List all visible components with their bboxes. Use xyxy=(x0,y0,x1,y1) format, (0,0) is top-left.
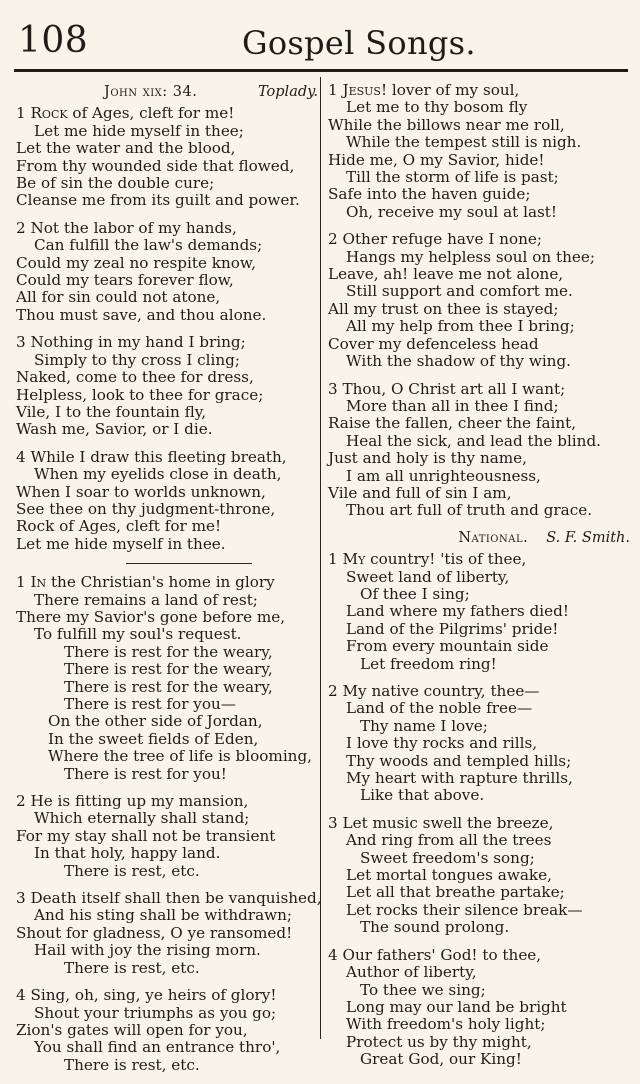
stanza-first-line xyxy=(16,987,318,1004)
verse-line: Cover my defenceless head xyxy=(328,334,539,353)
first-line-text: Other refuge have I none; xyxy=(342,230,542,249)
stanza-number: 3 xyxy=(16,333,26,352)
verse-line: All for sin could not atone, xyxy=(16,288,221,307)
verse-line: There is rest for the weary, xyxy=(64,677,273,696)
verse-line: I am all unrighteousness, xyxy=(346,466,541,485)
hymn-rock-of-ages xyxy=(16,105,318,553)
verse-line: And his sting shall be withdrawn; xyxy=(34,906,293,925)
stanza-first-line xyxy=(16,449,318,466)
stanza-first-line xyxy=(16,220,318,237)
first-line-text: Let music swell the breeze, xyxy=(342,813,554,832)
verse-line: Can fulfill the law's demands; xyxy=(34,236,263,255)
verse-line: Vile, I to the fountain fly, xyxy=(16,402,207,421)
stanza-number: 2 xyxy=(16,218,26,237)
first-line-text: Not the labor of my hands, xyxy=(30,218,237,237)
verse-line: More than all in thee I find; xyxy=(346,396,559,415)
verse-line: Simply to thy cross I cling; xyxy=(34,350,241,369)
verse-line: See thee on thy judgment-throne, xyxy=(16,499,276,518)
running-head: Gospel Songs. xyxy=(242,24,476,62)
verse-line: Wash me, Savior, or I die. xyxy=(16,420,213,439)
stanza-number: 2 xyxy=(328,682,338,700)
verse-line: Let freedom ring! xyxy=(360,654,497,673)
stanza xyxy=(328,231,630,370)
verse-line: Thy woods and templed hills; xyxy=(346,751,572,770)
right-column xyxy=(328,82,630,1079)
verse-line: With freedom's holy light; xyxy=(346,1015,546,1034)
first-line-text: the Christian's home in glory xyxy=(46,573,275,592)
stanza-first-line xyxy=(16,889,322,908)
stanza-first-line xyxy=(16,334,318,351)
verse-line: Could my zeal no respite know, xyxy=(16,253,256,272)
verse-line: Be of sin the double cure; xyxy=(16,174,215,193)
verse-line: Sweet freedom's song; xyxy=(360,848,535,867)
verse-line: Long may our land be bright xyxy=(346,997,567,1016)
verse-line: There is rest for the weary, xyxy=(64,660,273,679)
stanza-number: 3 xyxy=(16,889,26,908)
author-name: Toplady. xyxy=(258,84,318,100)
hymn-jesus-lover xyxy=(328,82,630,520)
stanza xyxy=(16,574,318,783)
verse-line: Let me hide myself in thee; xyxy=(34,121,244,140)
verse-line: Naked, come to thee for dress, xyxy=(16,368,254,387)
verse-line: Author of liberty, xyxy=(346,963,477,982)
hymn-rest-for-the-weary xyxy=(16,573,322,1074)
verse-line: Let rocks their silence break— xyxy=(346,900,583,919)
stanza xyxy=(16,220,318,324)
verse-line: Heal the sick, and lead the blind. xyxy=(346,431,601,450)
verse-line: Let all that breathe partake; xyxy=(346,883,565,902)
tune-name: National. xyxy=(458,529,529,546)
first-line-text: While I draw this fleeting breath, xyxy=(30,447,287,466)
first-line-text: Thou, O Christ art all I want; xyxy=(342,379,566,398)
verse-line: The sound prolong. xyxy=(360,918,510,937)
verse-line: Zion's gates will open for you, xyxy=(16,1020,248,1039)
initial-word: Rock xyxy=(30,104,68,123)
verse-line: My heart with rapture thrills, xyxy=(346,769,573,788)
stanza-number: 2 xyxy=(328,230,338,249)
verse-line: To fulfill my soul's request. xyxy=(34,625,242,644)
verse-line: Just and holy is thy name, xyxy=(328,449,527,468)
first-line-text: country! 'tis of thee, xyxy=(365,550,527,569)
verse-line: Hide me, O my Savior, hide! xyxy=(328,150,545,169)
stanza-number: 2 xyxy=(16,792,26,811)
hymn-separator xyxy=(126,563,252,564)
stanza xyxy=(328,947,630,1069)
first-line-text: ! lover of my soul, xyxy=(380,81,520,99)
verse-line: I love thy rocks and rills, xyxy=(346,734,538,753)
stanza-number: 1 xyxy=(16,573,26,592)
stanza xyxy=(16,793,318,880)
first-line-text: of Ages, cleft for me! xyxy=(67,104,235,123)
stanza-number: 3 xyxy=(328,813,338,832)
verse-line: When I soar to worlds unknown, xyxy=(16,482,266,501)
verse-line: Helpless, look to thee for grace; xyxy=(16,385,264,404)
verse-line: Which eternally shall stand; xyxy=(34,809,250,828)
verse-line: Land where my fathers died! xyxy=(346,602,569,621)
first-line-text: Sing, oh, sing, ye heirs of glory! xyxy=(30,986,277,1005)
verse-line: Like that above. xyxy=(360,786,485,805)
verse-line: There is rest, etc. xyxy=(64,958,200,977)
verse-line: Oh, receive my soul at last! xyxy=(346,202,557,221)
verse-line: Land of the Pilgrims' pride! xyxy=(346,619,559,638)
hymn-attribution xyxy=(16,84,318,101)
stanza xyxy=(328,82,630,221)
stanza-first-line xyxy=(328,683,630,700)
verse-line: Thy name I love; xyxy=(360,716,488,735)
page-number: 108 xyxy=(18,20,89,61)
verse-line: Thou art full of truth and grace. xyxy=(346,501,593,520)
verse-line: Let mortal tongues awake, xyxy=(346,866,552,885)
header-rule xyxy=(14,69,628,72)
left-column xyxy=(16,82,322,1084)
first-line-text: Our fathers' God! to thee, xyxy=(342,945,542,964)
verse-line: Vile and full of sin I am, xyxy=(328,483,512,502)
verse-line: When my eyelids close in death, xyxy=(34,465,282,484)
initial-word: In xyxy=(30,573,47,592)
verse-line: And ring from all the trees xyxy=(346,831,552,850)
verse-line: Safe into the haven guide; xyxy=(328,185,531,204)
verse-line: From every mountain side xyxy=(346,637,549,656)
author-name: S. F. Smith. xyxy=(546,529,630,546)
initial-word: My xyxy=(342,550,366,569)
verse-line: All my help from thee I bring; xyxy=(346,317,575,336)
stanza xyxy=(328,683,630,805)
verse-line: While the billows near me roll, xyxy=(328,115,565,134)
stanza-number: 1 xyxy=(328,550,338,569)
verse-line: All my trust on thee is stayed; xyxy=(328,299,559,318)
verse-line: Let the water and the blood, xyxy=(16,139,236,158)
stanza xyxy=(16,449,318,553)
stanza xyxy=(16,334,318,438)
verse-line: For my stay shall not be transient xyxy=(16,826,276,845)
verse-line: Protect us by thy might, xyxy=(346,1032,532,1051)
verse-line: There is rest, etc. xyxy=(64,1055,200,1074)
verse-line: Rock of Ages, cleft for me! xyxy=(16,517,222,536)
stanza-first-line xyxy=(328,381,630,398)
first-line-text: My native country, thee— xyxy=(342,682,540,700)
verse-line: Great God, our King! xyxy=(360,1050,522,1069)
stanza-first-line xyxy=(328,551,630,568)
stanza-number: 4 xyxy=(16,986,26,1005)
verse-line: Could my tears forever flow, xyxy=(16,271,234,290)
verse-line: Hangs my helpless soul on thee; xyxy=(346,247,595,266)
verse-line: Where the tree of life is blooming, xyxy=(48,747,313,766)
stanza xyxy=(328,381,630,520)
stanza-number: 1 xyxy=(328,81,338,99)
verse-line: Let me to thy bosom fly xyxy=(346,98,528,117)
scripture-reference: John xix: 34. xyxy=(104,84,198,100)
stanza-first-line xyxy=(16,574,318,591)
verse-line: While the tempest still is nigh. xyxy=(346,133,582,152)
stanza-first-line xyxy=(328,231,630,248)
stanza xyxy=(328,815,630,937)
verse-line: Land of the noble free— xyxy=(346,699,533,718)
verse-line: In that holy, happy land. xyxy=(34,844,221,863)
initial-word: Jesus xyxy=(342,81,381,99)
verse-line: There remains a land of rest; xyxy=(34,590,258,609)
verse-line: There my Savior's gone before me, xyxy=(16,607,286,626)
stanza-first-line xyxy=(328,815,630,832)
verse-line: Still support and comfort me. xyxy=(346,282,573,301)
stanza-first-line xyxy=(16,793,318,810)
stanza xyxy=(16,105,318,209)
stanza xyxy=(16,987,318,1074)
verse-line: Raise the fallen, cheer the faint, xyxy=(328,414,577,433)
stanza xyxy=(328,551,630,673)
first-line-text: Nothing in my hand I bring; xyxy=(30,333,246,352)
verse-line: Hail with joy the rising morn. xyxy=(34,941,261,960)
verse-line: Shout for gladness, O ye ransomed! xyxy=(16,923,293,942)
stanza-first-line xyxy=(328,82,630,99)
stanza-first-line xyxy=(328,947,630,964)
verse-line: Sweet land of liberty, xyxy=(346,567,510,586)
stanza-number: 4 xyxy=(328,945,338,964)
stanza-number: 3 xyxy=(328,379,338,398)
first-line-text: Death itself shall then be vanquished, xyxy=(30,889,322,908)
verse-line: Let me hide myself in thee. xyxy=(16,534,226,553)
stanza-number: 1 xyxy=(16,104,26,123)
verse-line: Cleanse me from its guilt and power. xyxy=(16,191,300,210)
verse-line: There is rest for the weary, xyxy=(64,642,273,661)
verse-line: In the sweet fields of Eden, xyxy=(48,729,259,748)
hymn-my-country xyxy=(328,551,630,1068)
stanza-first-line xyxy=(16,105,318,122)
hymn-attribution xyxy=(328,530,630,547)
verse-line: Thou must save, and thou alone. xyxy=(16,305,267,324)
verse-line: Of thee I sing; xyxy=(360,584,470,603)
first-line-text: He is fitting up my mansion, xyxy=(30,792,249,811)
verse-line: On the other side of Jordan, xyxy=(48,712,263,731)
verse-line: There is rest for you— xyxy=(64,695,236,713)
stanza-number: 4 xyxy=(16,447,26,466)
verse-line: Shout your triumphs as you go; xyxy=(34,1003,277,1022)
verse-line: There is rest, etc. xyxy=(64,861,200,880)
verse-line: With the shadow of thy wing. xyxy=(346,352,572,371)
verse-line: From thy wounded side that flowed, xyxy=(16,156,295,175)
verse-line: You shall find an entrance thro', xyxy=(34,1038,281,1057)
verse-line: To thee we sing; xyxy=(360,980,486,999)
stanza xyxy=(16,889,322,977)
verse-line: There is rest for you! xyxy=(64,764,227,783)
verse-line: Leave, ah! leave me not alone, xyxy=(328,265,564,284)
verse-line: Till the storm of life is past; xyxy=(346,168,559,187)
